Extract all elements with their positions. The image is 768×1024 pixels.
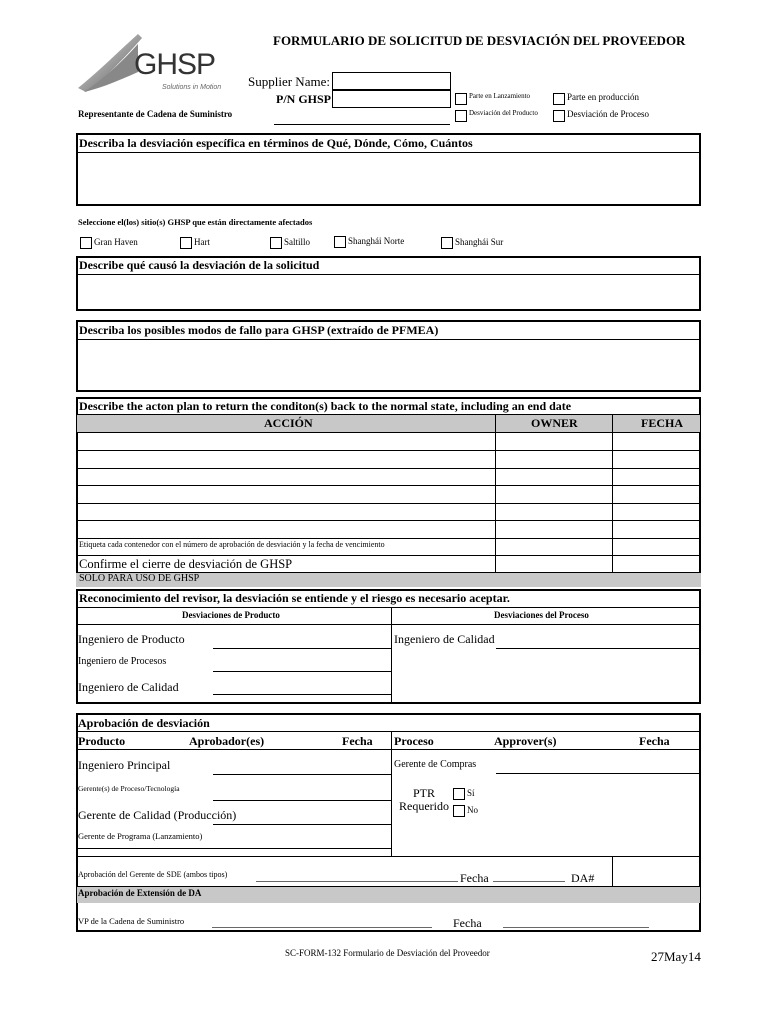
site-gran-haven-checkbox[interactable] bbox=[80, 237, 92, 249]
failure-modes-field[interactable] bbox=[78, 341, 699, 390]
quality-engineer-right-signature[interactable] bbox=[496, 648, 700, 649]
process-tech-manager-label: Gerente(s) de Proceso/Tecnología bbox=[78, 784, 180, 793]
approval-title: Aprobación de desviación bbox=[78, 716, 210, 730]
supplier-name-label: Supplier Name: bbox=[248, 74, 330, 89]
divider bbox=[612, 856, 613, 886]
launch-label: Parte en Lanzamiento bbox=[469, 92, 531, 100]
col-action-header: ACCIÓN bbox=[264, 416, 313, 430]
product-devs-header: Desviaciones de Producto bbox=[182, 610, 280, 620]
table-row bbox=[76, 520, 701, 521]
divider bbox=[495, 414, 496, 573]
action-row-5[interactable] bbox=[78, 504, 494, 519]
supplier-name-input[interactable] bbox=[332, 72, 451, 90]
process-tech-manager-signature[interactable] bbox=[213, 800, 391, 801]
process-engineer-label: Ingeniero de Procesos bbox=[78, 656, 167, 667]
site-hart-label: Hart bbox=[194, 237, 210, 247]
sde-manager-signature[interactable] bbox=[256, 881, 458, 882]
rep-signature-line bbox=[274, 124, 450, 125]
divider bbox=[76, 749, 701, 750]
program-manager-label: Gerente de Programa (Lanzamiento) bbox=[78, 831, 203, 841]
confirm-close-label: Confirme el cierre de desviación de GHSP bbox=[79, 557, 293, 571]
cause-field[interactable] bbox=[78, 276, 699, 309]
process-engineer-signature[interactable] bbox=[213, 671, 391, 672]
vp-supply-label: VP de la Cadena de Suministro bbox=[78, 916, 185, 926]
form-title: FORMULARIO DE SOLICITUD DE DESVIACIÓN DEL PROVEEDOR bbox=[273, 33, 686, 48]
product-dev-label: Desviación del Producto bbox=[469, 109, 538, 117]
site-shanghai-sur-label: Shanghái Sur bbox=[455, 237, 504, 247]
ptr-no-checkbox[interactable] bbox=[453, 805, 465, 817]
divider bbox=[76, 339, 701, 340]
table-row bbox=[76, 555, 701, 556]
approval-product-header: Producto bbox=[78, 734, 126, 748]
failure-modes-label: Describa los posibles modos de fallo para GHSP (extraído de PFMEA) bbox=[79, 323, 439, 337]
site-saltillo-label: Saltillo bbox=[284, 237, 311, 247]
approval-approvers-header: Aprobador(es) bbox=[189, 734, 265, 748]
purchasing-manager-signature[interactable] bbox=[496, 773, 700, 774]
product-engineer-label: Ingeniero de Producto bbox=[78, 632, 185, 646]
logo-text: GHSP bbox=[134, 48, 216, 81]
approval-process-header: Proceso bbox=[394, 734, 434, 748]
product-dev-checkbox[interactable] bbox=[455, 110, 467, 122]
ptr-yes-label: Sí bbox=[467, 788, 475, 798]
approval-date-right-header: Fecha bbox=[639, 734, 670, 748]
vp-date-field[interactable] bbox=[503, 927, 649, 928]
extension-title: Aprobación de Extensión de DA bbox=[78, 888, 202, 898]
site-shanghai-sur-checkbox[interactable] bbox=[441, 237, 453, 249]
divider bbox=[612, 414, 613, 573]
sde-date-field[interactable] bbox=[493, 881, 565, 882]
divider bbox=[76, 731, 701, 732]
action-row-2[interactable] bbox=[78, 451, 494, 467]
cause-label: Describe qué causó la desviación de la solicitud bbox=[79, 258, 320, 272]
purchasing-manager-label: Gerente de Compras bbox=[394, 759, 477, 770]
divider bbox=[391, 607, 392, 703]
divider bbox=[76, 856, 701, 857]
ptr-no-label: No bbox=[467, 805, 478, 815]
product-engineer-signature[interactable] bbox=[213, 648, 391, 649]
revision-date: 27May14 bbox=[651, 949, 701, 964]
principal-engineer-signature[interactable] bbox=[213, 774, 391, 775]
action-row-3[interactable] bbox=[78, 469, 494, 484]
ghsp-only-label: SOLO PARA USO DE GHSP bbox=[79, 573, 200, 584]
divider bbox=[76, 607, 701, 608]
table-row bbox=[76, 538, 701, 539]
divider bbox=[76, 886, 701, 887]
principal-engineer-label: Ingeniero Principal bbox=[78, 758, 171, 772]
divider bbox=[76, 152, 701, 153]
production-label: Parte en producción bbox=[567, 92, 639, 102]
site-saltillo-checkbox[interactable] bbox=[270, 237, 282, 249]
da-number-label: DA# bbox=[571, 871, 595, 885]
launch-checkbox[interactable] bbox=[455, 93, 467, 105]
review-title: Reconocimiento del revisor, la desviación se entiende y el riesgo es necesario aceptar. bbox=[79, 591, 510, 605]
quality-engineer-label: Ingeniero de Calidad bbox=[78, 680, 179, 694]
quality-manager-label: Gerente de Calidad (Producción) bbox=[78, 808, 237, 822]
process-devs-header: Desviaciones del Proceso bbox=[494, 610, 589, 620]
divider bbox=[76, 414, 701, 415]
action-plan-label: Describe the acton plan to return the conditon(s) back to the normal state, including an end date bbox=[79, 399, 572, 413]
action-row-4[interactable] bbox=[78, 486, 494, 502]
logo-tagline: Solutions in Motion bbox=[162, 84, 222, 91]
rep-label: Representante de Cadena de Suministro bbox=[78, 109, 233, 119]
col-date-header: FECHA bbox=[641, 416, 683, 430]
deviation-description-label: Describa la desviación específica en términos de Qué, Dónde, Cómo, Cuántos bbox=[79, 136, 473, 150]
divider bbox=[76, 274, 701, 275]
ptr-yes-checkbox[interactable] bbox=[453, 788, 465, 800]
approval-date-header: Fecha bbox=[342, 734, 373, 748]
ptr-required-label: PTR Requerido bbox=[399, 786, 449, 814]
quality-engineer-right-label: Ingeniero de Calidad bbox=[394, 632, 495, 646]
pn-ghsp-input[interactable] bbox=[332, 90, 451, 108]
production-checkbox[interactable] bbox=[553, 93, 565, 105]
program-manager-signature[interactable] bbox=[76, 848, 391, 849]
action-plan-header-row bbox=[77, 414, 700, 432]
process-dev-label: Desviación de Proceso bbox=[567, 109, 649, 119]
label-note: Etiqueta cada contenedor con el número de aprobación de desviación y la fecha de vencimiento bbox=[79, 540, 385, 549]
divider bbox=[76, 624, 701, 625]
ghsp-logo bbox=[78, 32, 230, 96]
site-gran-haven-label: Gran Haven bbox=[94, 237, 138, 247]
sde-date-label: Fecha bbox=[460, 871, 489, 885]
site-shanghai-norte-label: Shanghái Norte bbox=[348, 236, 405, 246]
quality-manager-signature[interactable] bbox=[213, 824, 391, 825]
form-id-footer: SC-FORM-132 Formulario de Desviación del Proveedor bbox=[285, 948, 490, 958]
quality-engineer-signature[interactable] bbox=[213, 694, 391, 695]
action-row-1[interactable] bbox=[78, 433, 494, 449]
vp-supply-signature[interactable] bbox=[212, 927, 432, 928]
site-shanghai-norte-checkbox[interactable] bbox=[334, 236, 346, 248]
pn-ghsp-label: P/N GHSP bbox=[276, 92, 332, 106]
approval-approvers-en-header: Approver(s) bbox=[494, 734, 557, 748]
sites-label: Seleccione el(los) sitio(s) GHSP que están directamente afectados bbox=[78, 217, 313, 227]
deviation-description-field[interactable] bbox=[78, 154, 699, 204]
col-owner-header: OWNER bbox=[531, 416, 578, 430]
divider bbox=[391, 731, 392, 856]
site-hart-checkbox[interactable] bbox=[180, 237, 192, 249]
process-dev-checkbox[interactable] bbox=[553, 110, 565, 122]
sde-manager-label: Aprobación del Gerente de SDE (ambos tipos) bbox=[78, 870, 228, 879]
vp-date-label: Fecha bbox=[453, 916, 482, 930]
